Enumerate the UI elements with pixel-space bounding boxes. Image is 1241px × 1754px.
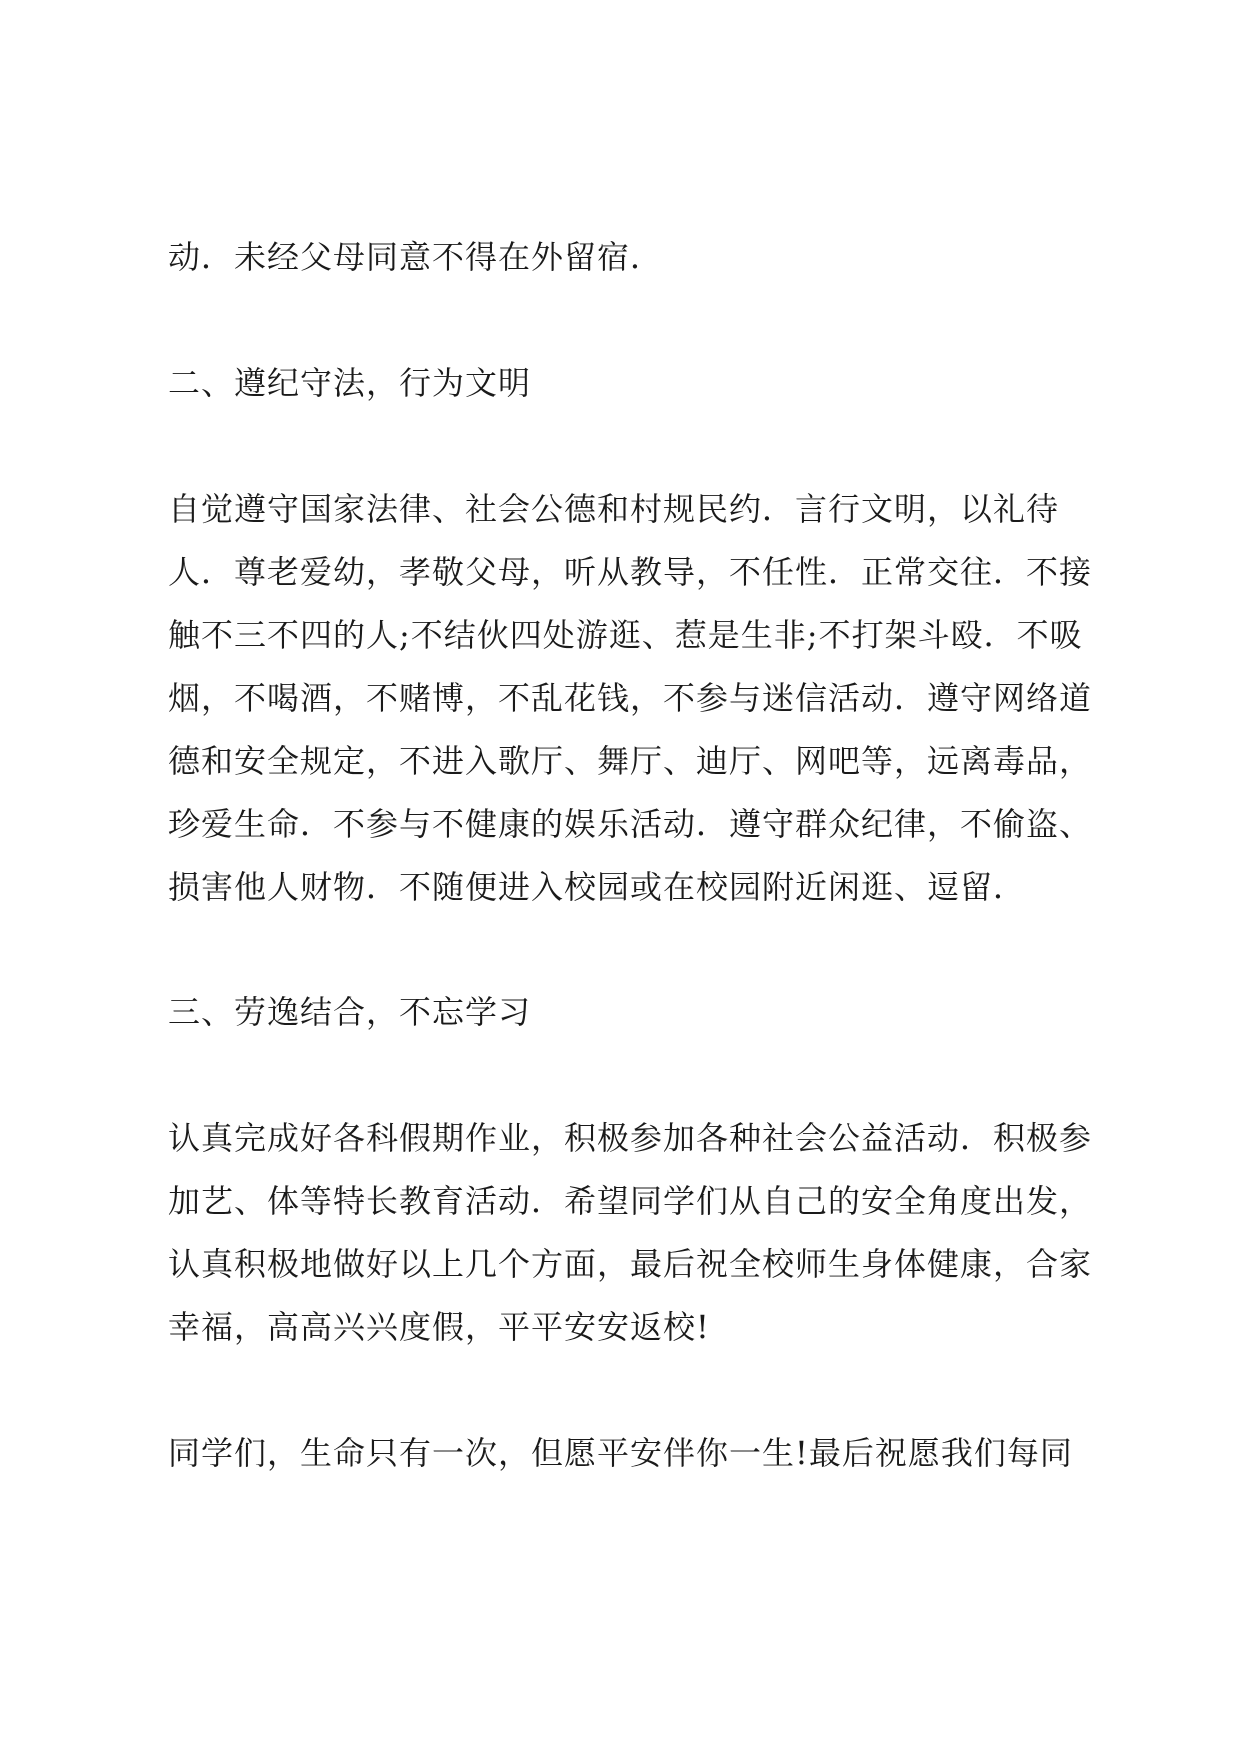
body-line: 德和安全规定，不进入歌厅、舞厅、迪厅、网吧等，远离毒品， — [168, 742, 1093, 780]
body-line: 加艺、体等特长教育活动．希望同学们从自己的安全角度出发， — [168, 1182, 1093, 1220]
section-heading-3: 三、劳逸结合，不忘学习 — [168, 993, 532, 1031]
body-line: 认真积极地做好以上几个方面，最后祝全校师生身体健康，合家 — [168, 1245, 1093, 1283]
body-line: 人．尊老爱幼，孝敬父母，听从教导，不任性．正常交往．不接 — [168, 553, 1093, 591]
section-heading-2: 二、遵纪守法，行为文明 — [168, 364, 532, 402]
body-line: 烟，不喝酒，不赌博，不乱花钱，不参与迷信活动．遵守网络道 — [168, 679, 1093, 717]
body-line: 自觉遵守国家法律、社会公德和村规民约．言行文明，以礼待 — [168, 490, 1060, 528]
body-line: 认真完成好各科假期作业，积极参加各种社会公益活动．积极参 — [168, 1119, 1093, 1157]
body-line: 同学们，生命只有一次，但愿平安伴你一生!最后祝愿我们每同 — [168, 1434, 1073, 1472]
body-line: 珍爱生命．不参与不健康的娱乐活动．遵守群众纪律，不偷盗、 — [168, 805, 1093, 843]
body-line: 触不三不四的人;不结伙四处游逛、惹是生非;不打架斗殴．不吸 — [168, 616, 1083, 654]
body-line: 幸福，高高兴兴度假，平平安安返校! — [168, 1308, 710, 1346]
paragraph-continuation-line: 动．未经父母同意不得在外留宿． — [168, 238, 664, 276]
body-line: 损害他人财物．不随便进入校园或在校园附近闲逛、逗留． — [168, 868, 1027, 906]
